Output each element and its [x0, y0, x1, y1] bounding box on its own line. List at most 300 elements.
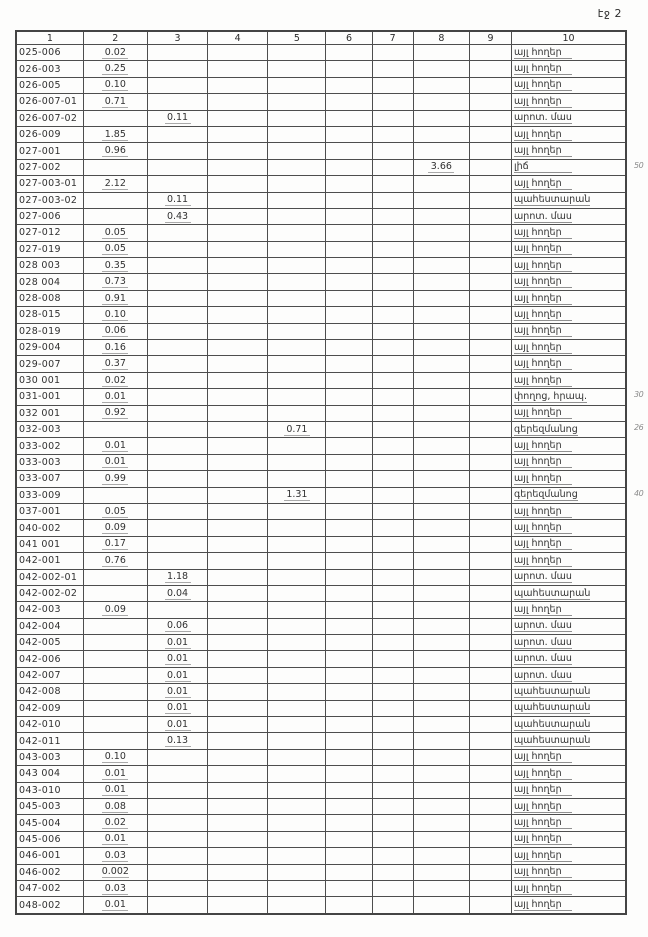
parcel-code-cell: 027-003-02 — [16, 192, 83, 208]
area-value-cell — [208, 372, 268, 388]
land-use-cell — [512, 602, 626, 618]
area-value-cell — [469, 307, 511, 323]
area-value: 0.01 — [102, 833, 128, 845]
area-value-cell — [372, 389, 413, 405]
area-value-cell — [208, 635, 268, 651]
area-value-cell — [147, 356, 207, 372]
area-value-cell — [268, 864, 326, 880]
area-value-cell — [413, 487, 469, 503]
column-header-4: 4 — [208, 31, 268, 45]
area-value-cell — [268, 487, 326, 503]
area-value-cell — [147, 471, 207, 487]
area-value-cell — [372, 815, 413, 831]
area-value-cell — [413, 110, 469, 126]
area-value-cell — [372, 356, 413, 372]
area-value-cell — [372, 618, 413, 634]
area-value-cell — [469, 651, 511, 667]
table-row — [16, 159, 626, 175]
area-value-cell — [268, 831, 326, 847]
area-value: 0.01 — [165, 686, 191, 698]
area-value-cell — [413, 77, 469, 93]
area-value-cell — [208, 618, 268, 634]
area-value-cell — [147, 45, 207, 61]
area-value-cell — [147, 372, 207, 388]
land-use-cell — [512, 274, 626, 290]
area-value-cell — [268, 880, 326, 896]
land-use-label: այլ հողեր — [514, 47, 572, 59]
area-value-cell — [147, 717, 207, 733]
area-value-cell — [268, 307, 326, 323]
land-use-label: այլ հողեր — [514, 63, 572, 75]
area-value-cell — [469, 356, 511, 372]
area-value-cell — [83, 421, 147, 437]
area-value: 0.43 — [165, 211, 191, 223]
area-value-cell — [83, 848, 147, 864]
area-value: 0.96 — [102, 145, 128, 157]
area-value-cell — [413, 471, 469, 487]
area-value: 0.01 — [165, 702, 191, 714]
area-value-cell — [208, 536, 268, 552]
area-value-cell — [208, 241, 268, 257]
land-use-cell — [512, 126, 626, 142]
land-use-cell — [512, 536, 626, 552]
table-row — [16, 536, 626, 552]
area-value-cell — [268, 61, 326, 77]
area-value: 0.01 — [102, 768, 128, 780]
area-value-cell — [413, 274, 469, 290]
area-value-cell — [268, 176, 326, 192]
area-value-cell — [208, 192, 268, 208]
area-value: 3.66 — [428, 161, 454, 173]
table-row — [16, 880, 626, 896]
area-value-cell — [372, 77, 413, 93]
parcel-code-cell: 033-002 — [16, 438, 83, 454]
table-row — [16, 94, 626, 110]
area-value-cell — [208, 208, 268, 224]
table-row — [16, 651, 626, 667]
area-value-cell — [372, 503, 413, 519]
table-row — [16, 471, 626, 487]
parcel-code-cell: 043 004 — [16, 766, 83, 782]
area-value: 0.01 — [165, 670, 191, 682]
land-use-label: այլ հողեր — [514, 456, 572, 468]
area-value-cell — [83, 438, 147, 454]
area-value: 1.85 — [102, 129, 128, 141]
area-value-cell — [413, 897, 469, 914]
handwritten-margin-note: 26 — [634, 422, 644, 432]
area-value-cell — [469, 864, 511, 880]
area-value-cell — [268, 651, 326, 667]
area-value-cell — [147, 208, 207, 224]
land-use-cell — [512, 569, 626, 585]
area-value-cell — [147, 798, 207, 814]
area-value-cell — [147, 454, 207, 470]
area-value-cell — [83, 471, 147, 487]
area-value-cell — [372, 553, 413, 569]
area-value: 0.04 — [165, 588, 191, 600]
land-use-label: արոտ. մաս — [514, 653, 572, 665]
parcel-code-cell: 042-006 — [16, 651, 83, 667]
table-row — [16, 848, 626, 864]
area-value-cell — [326, 192, 372, 208]
area-value-cell — [326, 766, 372, 782]
area-value: 0.13 — [165, 735, 191, 747]
land-use-label: այլ հողեր — [514, 178, 572, 190]
area-value-cell — [147, 880, 207, 896]
parcel-code-cell: 032-003 — [16, 421, 83, 437]
land-use-label: արոտ. մաս — [514, 669, 572, 681]
land-use-cell — [512, 471, 626, 487]
area-value-cell — [326, 569, 372, 585]
parcel-code-cell: 043-010 — [16, 782, 83, 798]
area-value-cell — [83, 782, 147, 798]
area-value-cell — [372, 536, 413, 552]
area-value-cell — [469, 667, 511, 683]
area-value: 0.11 — [165, 194, 191, 206]
area-value: 0.91 — [102, 293, 128, 305]
area-value-cell — [413, 618, 469, 634]
area-value-cell — [147, 290, 207, 306]
land-use-cell — [512, 651, 626, 667]
area-value-cell — [326, 848, 372, 864]
table-row — [16, 372, 626, 388]
land-use-label: այլ հողեր — [514, 555, 572, 567]
area-value-cell — [208, 520, 268, 536]
area-value-cell — [208, 684, 268, 700]
land-use-cell — [512, 880, 626, 896]
area-value-cell — [372, 782, 413, 798]
land-use-label: այլ հողեր — [514, 833, 572, 845]
area-value-cell — [83, 356, 147, 372]
land-use-label: այլ հողեր — [514, 227, 572, 239]
area-value-cell — [469, 61, 511, 77]
area-value-cell — [268, 471, 326, 487]
area-value-cell — [372, 897, 413, 914]
area-value-cell — [268, 258, 326, 274]
area-value-cell — [326, 405, 372, 421]
handwritten-margin-note: 50 — [634, 160, 644, 170]
parcel-code-cell: 042-007 — [16, 667, 83, 683]
parcel-code-cell: 042-002-02 — [16, 585, 83, 601]
parcel-code-cell: 045-006 — [16, 831, 83, 847]
area-value-cell — [469, 782, 511, 798]
area-value: 0.10 — [102, 751, 128, 763]
area-value-cell — [147, 192, 207, 208]
area-value-cell — [83, 77, 147, 93]
handwritten-margin-note: 30 — [634, 390, 644, 400]
area-value-cell — [413, 782, 469, 798]
area-value-cell — [208, 438, 268, 454]
area-value-cell — [372, 831, 413, 847]
area-value-cell — [208, 110, 268, 126]
area-value-cell — [268, 536, 326, 552]
area-value-cell — [326, 585, 372, 601]
area-value-cell — [469, 143, 511, 159]
area-value-cell — [208, 717, 268, 733]
area-value-cell — [326, 667, 372, 683]
area-value-cell — [372, 176, 413, 192]
area-value-cell — [413, 503, 469, 519]
area-value-cell — [208, 94, 268, 110]
area-value-cell — [208, 749, 268, 765]
parcel-code-cell: 026-009 — [16, 126, 83, 142]
area-value-cell — [147, 143, 207, 159]
parcel-code-cell: 032 001 — [16, 405, 83, 421]
parcel-code-cell: 042-003 — [16, 602, 83, 618]
area-value-cell — [83, 520, 147, 536]
area-value-cell — [268, 225, 326, 241]
area-value-cell — [326, 782, 372, 798]
area-value-cell — [208, 553, 268, 569]
area-value-cell — [83, 831, 147, 847]
area-value-cell — [326, 520, 372, 536]
area-value-cell — [372, 471, 413, 487]
area-value-cell — [208, 651, 268, 667]
table-row — [16, 143, 626, 159]
land-use-cell — [512, 307, 626, 323]
area-value-cell — [469, 405, 511, 421]
table-row — [16, 258, 626, 274]
land-use-label: պահեստարան — [514, 735, 591, 747]
parcel-code-cell: 026-005 — [16, 77, 83, 93]
area-value-cell — [147, 520, 207, 536]
area-value-cell — [268, 454, 326, 470]
area-value-cell — [469, 798, 511, 814]
land-use-cell — [512, 782, 626, 798]
parcel-code-cell: 025-006 — [16, 45, 83, 61]
area-value-cell — [83, 126, 147, 142]
area-value-cell — [326, 864, 372, 880]
area-value-cell — [83, 241, 147, 257]
area-value-cell — [469, 208, 511, 224]
area-value-cell — [372, 421, 413, 437]
land-use-cell — [512, 77, 626, 93]
area-value: 0.92 — [102, 407, 128, 419]
area-value: 0.02 — [102, 47, 128, 59]
area-value-cell — [469, 766, 511, 782]
area-value-cell — [268, 290, 326, 306]
area-value-cell — [372, 307, 413, 323]
table-row — [16, 110, 626, 126]
area-value: 0.73 — [102, 276, 128, 288]
land-use-cell — [512, 340, 626, 356]
land-use-cell — [512, 372, 626, 388]
area-value-cell — [83, 176, 147, 192]
area-value-cell — [469, 487, 511, 503]
area-value-cell — [326, 454, 372, 470]
area-value-cell — [147, 176, 207, 192]
land-use-label: այլ հողեր — [514, 79, 572, 91]
area-value: 0.08 — [102, 801, 128, 813]
land-use-label: այլ հողեր — [514, 375, 572, 387]
column-header-6: 6 — [326, 31, 372, 45]
land-use-cell — [512, 225, 626, 241]
column-header-10: 10 — [512, 31, 626, 45]
area-value-cell — [372, 405, 413, 421]
area-value-cell — [413, 700, 469, 716]
area-value-cell — [268, 159, 326, 175]
area-value-cell — [326, 159, 372, 175]
area-value-cell — [147, 241, 207, 257]
area-value-cell — [469, 176, 511, 192]
area-value-cell — [208, 307, 268, 323]
area-value-cell — [147, 389, 207, 405]
area-value: 0.17 — [102, 538, 128, 550]
land-use-label: արոտ. մաս — [514, 112, 572, 124]
parcel-code-cell: 029-004 — [16, 340, 83, 356]
area-value-cell — [208, 290, 268, 306]
area-value-cell — [469, 241, 511, 257]
area-value-cell — [413, 126, 469, 142]
area-value-cell — [413, 372, 469, 388]
area-value-cell — [413, 602, 469, 618]
land-use-cell — [512, 897, 626, 914]
area-value-cell — [83, 536, 147, 552]
parcel-code-cell: 031-001 — [16, 389, 83, 405]
table-row — [16, 585, 626, 601]
area-value-cell — [147, 749, 207, 765]
area-value-cell — [147, 700, 207, 716]
area-value-cell — [268, 274, 326, 290]
land-use-label: լիճ — [514, 161, 572, 173]
area-value-cell — [268, 700, 326, 716]
area-value-cell — [83, 225, 147, 241]
land-use-cell — [512, 503, 626, 519]
area-value-cell — [326, 110, 372, 126]
area-value-cell — [208, 766, 268, 782]
parcel-code-cell: 028-015 — [16, 307, 83, 323]
area-value-cell — [469, 340, 511, 356]
area-value-cell — [83, 864, 147, 880]
area-value: 0.01 — [102, 440, 128, 452]
area-value-cell — [208, 45, 268, 61]
area-value: 0.10 — [102, 79, 128, 91]
area-value-cell — [413, 766, 469, 782]
area-value-cell — [268, 110, 326, 126]
area-value-cell — [469, 717, 511, 733]
land-use-cell — [512, 487, 644, 503]
area-value: 0.002 — [101, 866, 129, 878]
land-use-cell — [512, 733, 626, 749]
table-row — [16, 618, 626, 634]
area-value-cell — [326, 815, 372, 831]
area-value-cell — [268, 684, 326, 700]
area-value-cell — [372, 569, 413, 585]
land-use-cell — [512, 618, 626, 634]
area-value-cell — [326, 536, 372, 552]
area-value-cell — [326, 389, 372, 405]
area-value-cell — [83, 258, 147, 274]
area-value-cell — [208, 864, 268, 880]
area-value-cell — [268, 766, 326, 782]
area-value-cell — [147, 585, 207, 601]
parcel-code-cell: 037-001 — [16, 503, 83, 519]
area-value-cell — [372, 94, 413, 110]
area-value-cell — [413, 684, 469, 700]
table-row — [16, 782, 626, 798]
parcel-code-cell: 027-006 — [16, 208, 83, 224]
parcel-code-cell: 027-012 — [16, 225, 83, 241]
area-value-cell — [469, 389, 511, 405]
land-use-label: այլ հողեր — [514, 407, 572, 419]
area-value-cell — [208, 274, 268, 290]
area-value-cell — [372, 372, 413, 388]
area-value-cell — [268, 143, 326, 159]
parcel-code-cell: 042-011 — [16, 733, 83, 749]
parcel-code-cell: 042-004 — [16, 618, 83, 634]
area-value-cell — [469, 225, 511, 241]
column-header-3: 3 — [147, 31, 207, 45]
land-use-label: պահեստարան — [514, 587, 591, 599]
area-value-cell — [372, 454, 413, 470]
table-row — [16, 274, 626, 290]
area-value-cell — [83, 323, 147, 339]
area-value-cell — [83, 487, 147, 503]
area-value-cell — [326, 880, 372, 896]
area-value: 0.01 — [102, 784, 128, 796]
area-value-cell — [268, 618, 326, 634]
area-value-cell — [372, 717, 413, 733]
area-value-cell — [372, 798, 413, 814]
table-row — [16, 635, 626, 651]
table-row — [16, 733, 626, 749]
area-value-cell — [83, 45, 147, 61]
land-use-label: այլ հողեր — [514, 850, 572, 862]
area-value-cell — [326, 717, 372, 733]
area-value: 0.01 — [102, 456, 128, 468]
area-value-cell — [372, 848, 413, 864]
area-value-cell — [413, 831, 469, 847]
area-value-cell — [326, 94, 372, 110]
area-value-cell — [469, 454, 511, 470]
area-value-cell — [83, 897, 147, 914]
area-value-cell — [372, 487, 413, 503]
area-value-cell — [413, 389, 469, 405]
parcel-code-cell: 033-007 — [16, 471, 83, 487]
land-use-cell — [512, 241, 626, 257]
area-value-cell — [372, 241, 413, 257]
parcel-code-cell: 028 004 — [16, 274, 83, 290]
area-value-cell — [326, 651, 372, 667]
area-value-cell — [147, 274, 207, 290]
land-use-cell — [512, 848, 626, 864]
area-value-cell — [268, 208, 326, 224]
area-value-cell — [413, 880, 469, 896]
area-value-cell — [326, 618, 372, 634]
area-value-cell — [469, 258, 511, 274]
area-value-cell — [208, 323, 268, 339]
area-value-cell — [469, 421, 511, 437]
table-row — [16, 61, 626, 77]
land-use-cell — [512, 438, 626, 454]
area-value-cell — [147, 258, 207, 274]
parcel-code-cell: 046-002 — [16, 864, 83, 880]
area-value-cell — [413, 667, 469, 683]
land-use-label: այլ հողեր — [514, 325, 572, 337]
area-value-cell — [208, 405, 268, 421]
land-use-label: պահեստարան — [514, 702, 591, 714]
land-use-cell — [512, 208, 626, 224]
area-value-cell — [413, 290, 469, 306]
area-value-cell — [208, 225, 268, 241]
area-value-cell — [268, 241, 326, 257]
land-use-cell — [512, 553, 626, 569]
area-value-cell — [268, 372, 326, 388]
table-row — [16, 569, 626, 585]
area-value-cell — [147, 77, 207, 93]
area-value-cell — [372, 864, 413, 880]
area-value-cell — [268, 815, 326, 831]
